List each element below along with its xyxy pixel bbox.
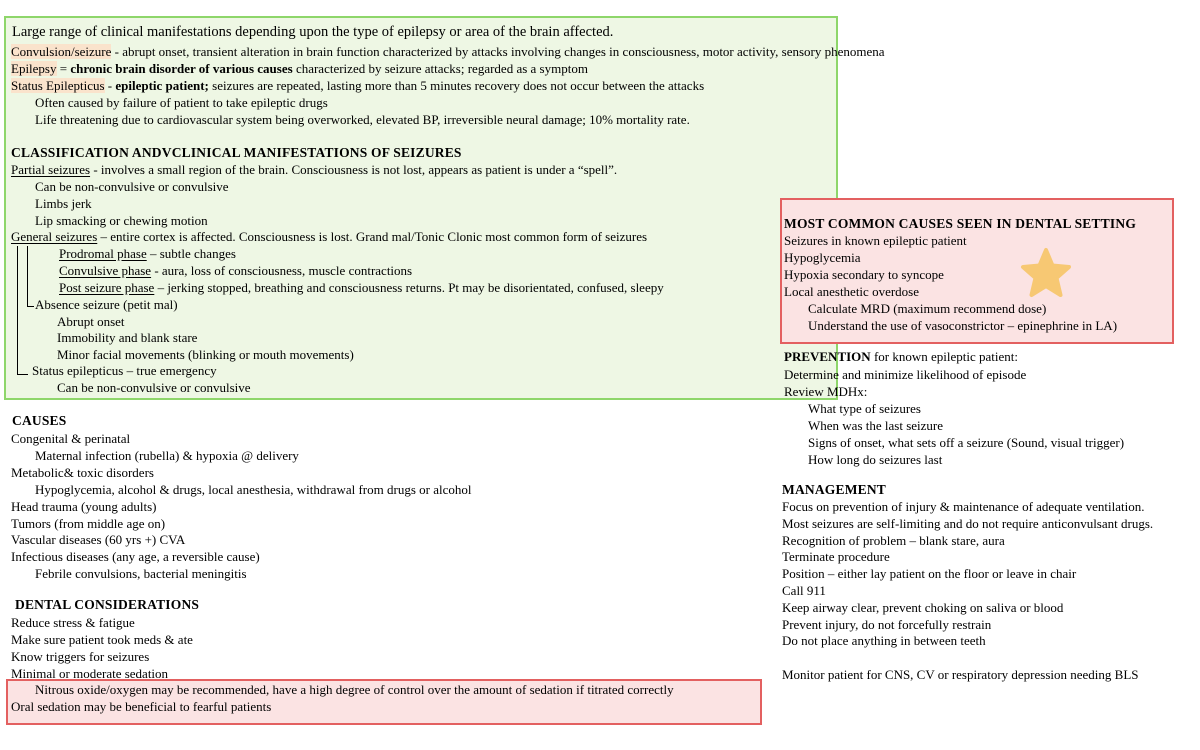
status-term: Status Epilepticus — [11, 78, 105, 93]
absence-item: Immobility and blank stare — [57, 330, 198, 345]
convulsion-term: Convulsion/seizure — [11, 44, 112, 59]
partial-item: Can be non-convulsive or convulsive — [35, 179, 229, 194]
status-dash: - — [104, 78, 116, 93]
general-term: General seizures — [11, 229, 98, 244]
common-cause-item: Hypoglycemia — [784, 250, 861, 265]
status-sub-1: Often caused by failure of patient to take epileptic drugs — [35, 95, 328, 110]
general-seizures-line — [11, 229, 647, 245]
cause-item: Infectious diseases (any age, a reversible cause) — [11, 549, 260, 565]
status-def-text: seizures are repeated, lasting more than 5 minutes recovery does not occur between the attacks — [208, 78, 705, 93]
dental-item: Make sure patient took meds & ate — [11, 632, 193, 647]
prevention-item: What type of seizures — [808, 401, 921, 416]
general-def: – entire cortex is affected. Consciousness is lost. Grand mal/Tonic Clonic most common form of seizures — [97, 229, 648, 244]
absence-seizure: Absence seizure (petit mal) — [35, 297, 178, 312]
management-item: Prevent injury, do not forcefully restrain — [782, 616, 992, 632]
dental-boxed-item: Nitrous oxide/oxygen may be recommended, have a high degree of control over the amount of sedation if titrated correctly — [35, 682, 674, 697]
prodromal-def: – subtle changes — [146, 246, 236, 261]
prevention-heading-rest: for known epileptic patient: — [870, 349, 1018, 364]
partial-seizures-line — [11, 162, 617, 178]
status-bold: epileptic patient; — [115, 78, 209, 93]
absence-item: Abrupt onset — [57, 314, 125, 329]
status-epilepticus-item: Status epilepticus – true emergency — [32, 363, 217, 378]
management-item: Most seizures are self-limiting and do not require anticonvulsant drugs. — [782, 515, 1154, 531]
post-seizure-line — [59, 280, 664, 296]
cause-item: Maternal infection (rubella) & hypoxia @ delivery — [35, 447, 299, 463]
convulsive-def: - aura, loss of consciousness, muscle contractions — [151, 263, 413, 278]
post-term: Post seizure phase — [59, 280, 155, 295]
prevention-item: When was the last seizure — [808, 418, 944, 433]
post-def: – jerking stopped, breathing and consciousness returns. Pt may be disorientated, confused, sleepy — [154, 280, 664, 295]
partial-term: Partial seizures — [11, 162, 91, 177]
epilepsy-eq: = — [56, 61, 71, 76]
dental-boxed-item: Oral sedation may be beneficial to fearful patients — [11, 699, 272, 714]
epilepsy-def-text: characterized by seizure attacks; regarded as a symptom — [292, 61, 588, 76]
cause-item: Tumors (from middle age on) — [11, 515, 166, 531]
cause-item: Congenital & perinatal — [11, 431, 131, 446]
overview-title: Large range of clinical manifestations depending upon the type of epilepsy or area of the brain affected. — [12, 24, 614, 40]
dental-item: Reduce stress & fatigue — [11, 615, 135, 630]
management-item: Position – either lay patient on the floor or leave in chair — [782, 566, 1077, 582]
prodromal-term: Prodromal phase — [59, 246, 147, 261]
status-sub-2: Life threatening due to cardiovascular system being overworked, elevated BP, irreversible neural damage; 10% mortality rate. — [35, 112, 690, 127]
cause-item: Febrile convulsions, bacterial meningitis — [35, 566, 247, 582]
prevention-heading-bold: PREVENTION — [784, 349, 871, 364]
common-causes-heading: MOST COMMON CAUSES SEEN IN DENTAL SETTING — [784, 216, 1137, 231]
management-item: Terminate procedure — [782, 549, 890, 565]
tree-branch-status — [17, 374, 28, 375]
convulsive-line — [59, 263, 412, 279]
management-item: Focus on prevention of injury & maintenance of adequate ventilation. — [782, 499, 1145, 514]
convulsion-def-text: - abrupt onset, transient alteration in brain function characterized by attacks involving changes in consciousness, motor activity, sensory phenomena — [111, 44, 885, 59]
causes-heading: CAUSES — [12, 413, 67, 428]
management-item: Do not place anything in between teeth — [782, 633, 986, 649]
partial-item: Limbs jerk — [35, 196, 92, 211]
cause-item: Hypoglycemia, alcohol & drugs, local anesthesia, withdrawal from drugs or alcohol — [35, 481, 472, 497]
common-cause-item: Local anesthetic overdose — [784, 284, 919, 299]
management-item: Monitor patient for CNS, CV or respiratory depression needing BLS — [782, 667, 1139, 682]
tree-line-inner — [27, 246, 28, 307]
partial-def: - involves a small region of the brain. Consciousness is not lost, appears as patient is under a “spell”. — [90, 162, 618, 177]
dental-item: Minimal or moderate sedation — [11, 666, 169, 681]
convulsion-definition — [11, 44, 885, 60]
status-epilepticus-definition — [11, 78, 704, 94]
management-heading: MANAGEMENT — [782, 482, 886, 497]
status-epilepticus-sub: Can be non-convulsive or convulsive — [57, 380, 251, 395]
tree-line-outer — [17, 246, 18, 374]
convulsive-term: Convulsive phase — [59, 263, 152, 278]
management-item: Recognition of problem – blank stare, aura — [782, 532, 1005, 548]
management-item: Call 911 — [782, 583, 826, 598]
epilepsy-bold: chronic brain disorder of various causes — [70, 61, 293, 76]
prevention-item: Review MDHx: — [784, 384, 868, 399]
common-cause-item: Hypoxia secondary to syncope — [784, 267, 944, 282]
cause-item: Head trauma (young adults) — [11, 498, 157, 514]
cause-item: Vascular diseases (60 yrs +) CVA — [11, 532, 186, 548]
prevention-item: Signs of onset, what sets off a seizure (Sound, visual trigger) — [808, 435, 1125, 450]
common-cause-item: Understand the use of vasoconstrictor – epinephrine in LA) — [808, 318, 1118, 333]
prodromal-line — [59, 246, 236, 262]
star-icon — [1018, 246, 1074, 302]
tree-branch-absence — [27, 306, 34, 307]
absence-item: Minor facial movements (blinking or mouth movements) — [57, 347, 354, 362]
prevention-item: Determine and minimize likelihood of episode — [784, 367, 1027, 382]
partial-item: Lip smacking or chewing motion — [35, 213, 208, 228]
dental-heading: DENTAL CONSIDERATIONS — [15, 597, 200, 612]
classification-heading: CLASSIFICATION ANDVCLINICAL MANIFESTATIONS OF SEIZURES — [11, 145, 462, 160]
prevention-item: How long do seizures last — [808, 452, 943, 467]
common-cause-item: Calculate MRD (maximum recommend dose) — [808, 301, 1047, 316]
prevention-heading — [784, 349, 1018, 365]
epilepsy-term: Epilepsy — [11, 61, 57, 76]
cause-item: Metabolic& toxic disorders — [11, 464, 154, 480]
management-item: Keep airway clear, prevent choking on saliva or blood — [782, 599, 1064, 615]
epilepsy-definition — [11, 61, 588, 77]
common-cause-item: Seizures in known epileptic patient — [784, 233, 967, 248]
dental-item: Know triggers for seizures — [11, 649, 150, 664]
